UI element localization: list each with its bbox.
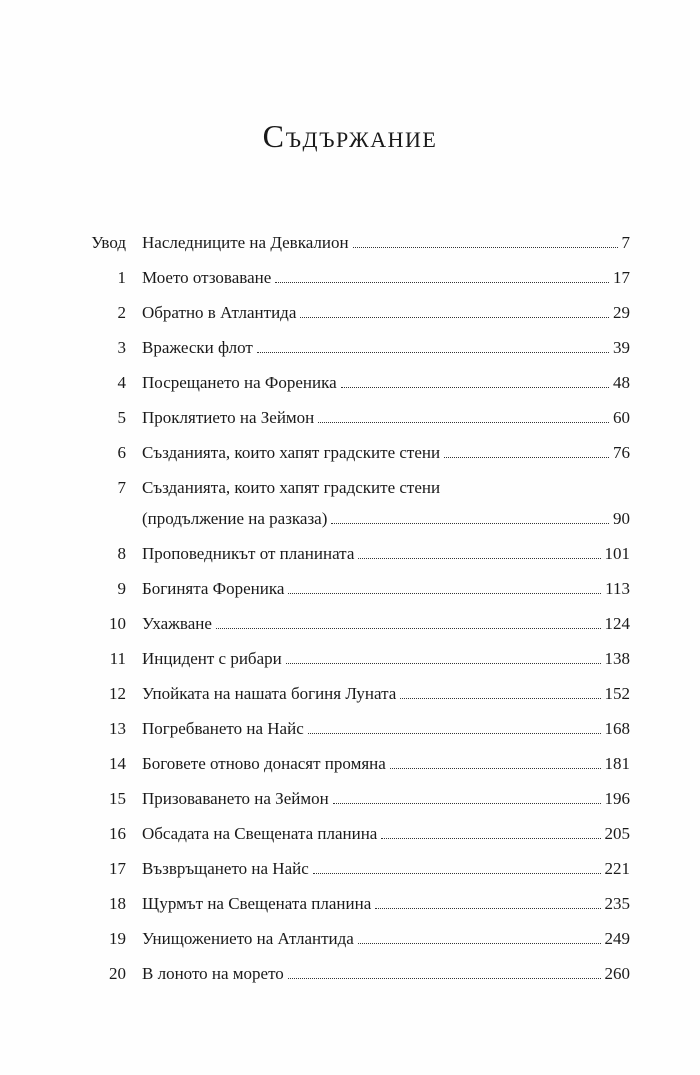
toc-entry bbox=[82, 232, 630, 254]
toc-entry bbox=[82, 302, 630, 324]
chapter-title: Посрещането на Фореника bbox=[142, 373, 337, 392]
chapter-number: 5 bbox=[117, 408, 126, 427]
chapter-title: Упойката на нашата богиня Луната bbox=[142, 684, 397, 703]
chapter-number: 2 bbox=[117, 303, 126, 322]
toc-entry bbox=[82, 578, 630, 600]
toc-entry bbox=[82, 543, 630, 565]
chapter-title: Боговете отново донасят промяна bbox=[142, 754, 386, 773]
chapter-number: 18 bbox=[109, 894, 126, 913]
chapter-title: Щурмът на Свещената планина bbox=[142, 894, 372, 913]
chapter-number: 15 bbox=[109, 789, 126, 808]
page-number: 101 bbox=[604, 544, 630, 563]
dot-leader bbox=[308, 733, 601, 734]
chapter-title: Инцидент с рибари bbox=[142, 649, 282, 668]
dot-leader bbox=[341, 387, 609, 388]
chapter-number: 14 bbox=[109, 754, 126, 773]
dot-leader bbox=[358, 558, 600, 559]
toc-entry bbox=[82, 858, 630, 880]
page-number: 138 bbox=[604, 649, 630, 668]
chapter-number: 4 bbox=[117, 373, 126, 392]
page-number: 60 bbox=[613, 408, 630, 427]
page-number: 196 bbox=[604, 789, 630, 808]
page-number: 48 bbox=[613, 373, 630, 392]
dot-leader bbox=[390, 768, 601, 769]
chapter-title: Призоваването на Зеймон bbox=[142, 789, 329, 808]
chapter-number: 19 bbox=[109, 929, 126, 948]
chapter-title: (продължение на разказа) bbox=[142, 509, 328, 528]
page-number: 221 bbox=[604, 859, 630, 878]
chapter-number: 7 bbox=[117, 478, 126, 497]
page-number: 113 bbox=[605, 579, 630, 598]
page-number: 76 bbox=[613, 443, 630, 462]
chapter-number: 10 bbox=[109, 614, 126, 633]
dot-leader bbox=[318, 422, 609, 423]
chapter-title: Богинята Фореника bbox=[142, 579, 285, 598]
chapter-number: 12 bbox=[109, 684, 126, 703]
toc-entry bbox=[82, 928, 630, 950]
chapter-number: 17 bbox=[109, 859, 126, 878]
dot-leader bbox=[288, 978, 601, 979]
page-number: 181 bbox=[604, 754, 630, 773]
toc-entry bbox=[82, 823, 630, 845]
toc-entry bbox=[82, 477, 630, 530]
chapter-number: Увод bbox=[91, 233, 126, 252]
toc-entry bbox=[82, 788, 630, 810]
toc-entry bbox=[82, 442, 630, 464]
dot-leader bbox=[400, 698, 600, 699]
dot-leader bbox=[381, 838, 600, 839]
page-number: 29 bbox=[613, 303, 630, 322]
page-number: 152 bbox=[604, 684, 630, 703]
page-number: 17 bbox=[613, 268, 630, 287]
toc-entry bbox=[82, 753, 630, 775]
page-number: 260 bbox=[604, 964, 630, 983]
page-number: 168 bbox=[604, 719, 630, 738]
dot-leader bbox=[444, 457, 609, 458]
chapter-title: В лоното на морето bbox=[142, 964, 284, 983]
toc-entry bbox=[82, 267, 630, 289]
dot-leader bbox=[331, 523, 609, 524]
chapter-title: Вражески флот bbox=[142, 338, 253, 357]
toc-entry bbox=[82, 718, 630, 740]
page-number: 7 bbox=[621, 233, 630, 252]
chapter-number: 9 bbox=[117, 579, 126, 598]
dot-leader bbox=[275, 282, 609, 283]
chapter-number: 3 bbox=[117, 338, 126, 357]
chapter-number: 16 bbox=[109, 824, 126, 843]
chapter-title: Създанията, които хапят градските стени bbox=[142, 443, 441, 462]
chapter-title: Проклятието на Зеймон bbox=[142, 408, 315, 427]
dot-leader bbox=[313, 873, 601, 874]
chapter-title: Проповедникът от планината bbox=[142, 544, 355, 563]
page-number: 249 bbox=[604, 929, 630, 948]
toc-entry bbox=[82, 613, 630, 635]
chapter-number: 1 bbox=[117, 268, 126, 287]
toc-entry bbox=[82, 337, 630, 359]
chapter-title: Възвръщането на Найс bbox=[142, 859, 309, 878]
dot-leader bbox=[375, 908, 600, 909]
toc-entry bbox=[82, 372, 630, 394]
toc-entry bbox=[82, 407, 630, 429]
chapter-title: Погребването на Найс bbox=[142, 719, 304, 738]
toc-heading: Съдържание bbox=[262, 118, 438, 154]
chapter-title: Моето отзоваване bbox=[142, 268, 272, 287]
chapter-title: Ухажване bbox=[142, 614, 212, 633]
dot-leader bbox=[333, 803, 601, 804]
page-number: 205 bbox=[604, 824, 630, 843]
chapter-title: Обсадата на Свещената планина bbox=[142, 824, 378, 843]
chapter-title: Унищожението на Атлантида bbox=[142, 929, 354, 948]
page-number: 235 bbox=[604, 894, 630, 913]
dot-leader bbox=[358, 943, 601, 944]
dot-leader bbox=[257, 352, 609, 353]
page-number: 124 bbox=[604, 614, 630, 633]
chapter-title-line1: Създанията, които хапят градските стени bbox=[142, 478, 441, 497]
chapter-number: 20 bbox=[109, 964, 126, 983]
chapter-number: 11 bbox=[109, 649, 126, 668]
dot-leader bbox=[216, 628, 601, 629]
dot-leader bbox=[288, 593, 601, 594]
chapter-number: 6 bbox=[117, 443, 126, 462]
toc-entry bbox=[82, 893, 630, 915]
chapter-title: Наследниците на Девкалион bbox=[142, 233, 349, 252]
toc-entry bbox=[82, 963, 630, 985]
toc-entry bbox=[82, 648, 630, 670]
chapter-number: 13 bbox=[109, 719, 126, 738]
chapter-title: Обратно в Атлантида bbox=[142, 303, 297, 322]
dot-leader bbox=[286, 663, 601, 664]
dot-leader bbox=[300, 317, 609, 318]
chapter-number: 8 bbox=[117, 544, 126, 563]
table-of-contents bbox=[82, 232, 630, 998]
dot-leader bbox=[353, 247, 618, 248]
page-number: 90 bbox=[613, 509, 630, 528]
page-number: 39 bbox=[613, 338, 630, 357]
toc-entry bbox=[82, 683, 630, 705]
